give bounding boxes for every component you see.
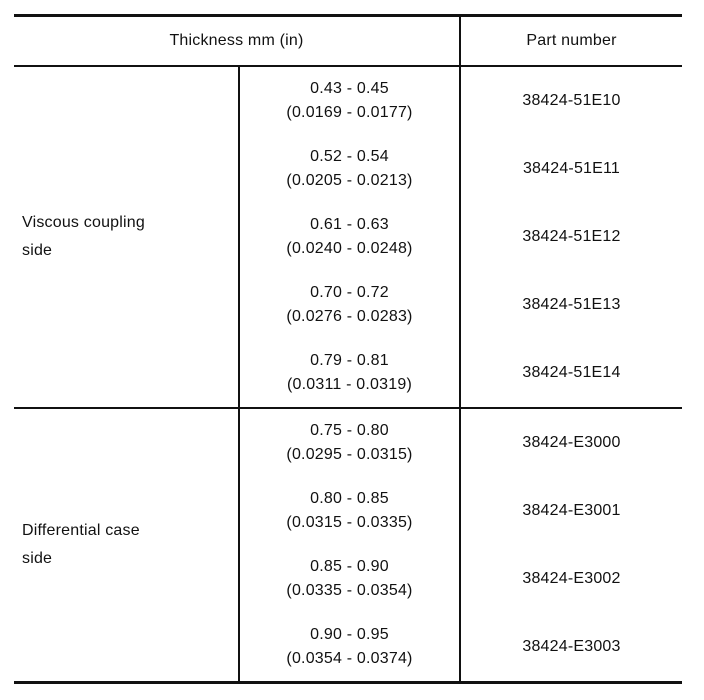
- header-row: [14, 16, 682, 67]
- thickness-in: (0.0315 - 0.0335): [286, 514, 413, 531]
- table-row: [14, 408, 682, 477]
- part-number-cell: 38424-E3000: [522, 434, 621, 451]
- thickness-cell: [239, 408, 460, 477]
- thickness-mm: 0.90 - 0.95: [310, 626, 389, 643]
- part-number-cell: 38424-51E13: [522, 296, 621, 313]
- part-number-cell: 38424-51E11: [522, 160, 621, 177]
- thickness-cell: [239, 135, 460, 203]
- location-label-line1: Differential case: [22, 522, 140, 539]
- thickness-in: (0.0311 - 0.0319): [287, 376, 412, 393]
- location-cell-viscous-coupling: [14, 66, 239, 408]
- thickness-cell: [239, 66, 460, 135]
- thickness-in: (0.0240 - 0.0248): [286, 240, 413, 257]
- thickness-mm: 0.85 - 0.90: [310, 558, 389, 575]
- thickness-mm: 0.52 - 0.54: [310, 148, 389, 165]
- thickness-mm: 0.61 - 0.63: [310, 216, 389, 233]
- thickness-in: (0.0335 - 0.0354): [286, 582, 413, 599]
- part-number-cell: 38424-51E14: [460, 339, 682, 408]
- part-number-cell: 38424-E3002: [522, 570, 621, 587]
- shim-spec-table: [14, 14, 682, 684]
- thickness-cell: [239, 477, 460, 545]
- thickness-mm: 0.80 - 0.85: [310, 490, 389, 507]
- thickness-cell: [239, 339, 460, 408]
- part-number-cell: 38424-E3003: [460, 613, 682, 683]
- table-row: [14, 66, 682, 135]
- thickness-header: Thickness mm (in): [14, 16, 460, 67]
- location-label-line1: Viscous coupling: [22, 214, 145, 231]
- thickness-in: (0.0295 - 0.0315): [286, 446, 413, 463]
- location-label-line2: side: [22, 242, 53, 259]
- part-number-cell: 38424-E3001: [522, 502, 621, 519]
- location-label-line2: side: [22, 550, 53, 567]
- thickness-cell: [239, 613, 460, 683]
- thickness-cell: [239, 271, 460, 339]
- shim-spec-table-container: [14, 14, 682, 680]
- thickness-mm: 0.79 - 0.81: [310, 352, 389, 369]
- thickness-in: (0.0169 - 0.0177): [286, 104, 413, 121]
- thickness-cell: [239, 203, 460, 271]
- thickness-in: (0.0205 - 0.0213): [286, 172, 413, 189]
- thickness-mm: 0.70 - 0.72: [310, 284, 389, 301]
- thickness-in: (0.0354 - 0.0374): [286, 650, 413, 667]
- part-number-cell: 38424-51E12: [522, 228, 621, 245]
- thickness-mm: 0.43 - 0.45: [310, 80, 389, 97]
- part-number-cell: 38424-51E10: [522, 92, 621, 109]
- thickness-in: (0.0276 - 0.0283): [286, 308, 413, 325]
- thickness-mm: 0.75 - 0.80: [310, 422, 389, 439]
- thickness-cell: [239, 545, 460, 613]
- part-number-header: Part number: [460, 16, 682, 67]
- location-cell-differential-case: [14, 408, 239, 683]
